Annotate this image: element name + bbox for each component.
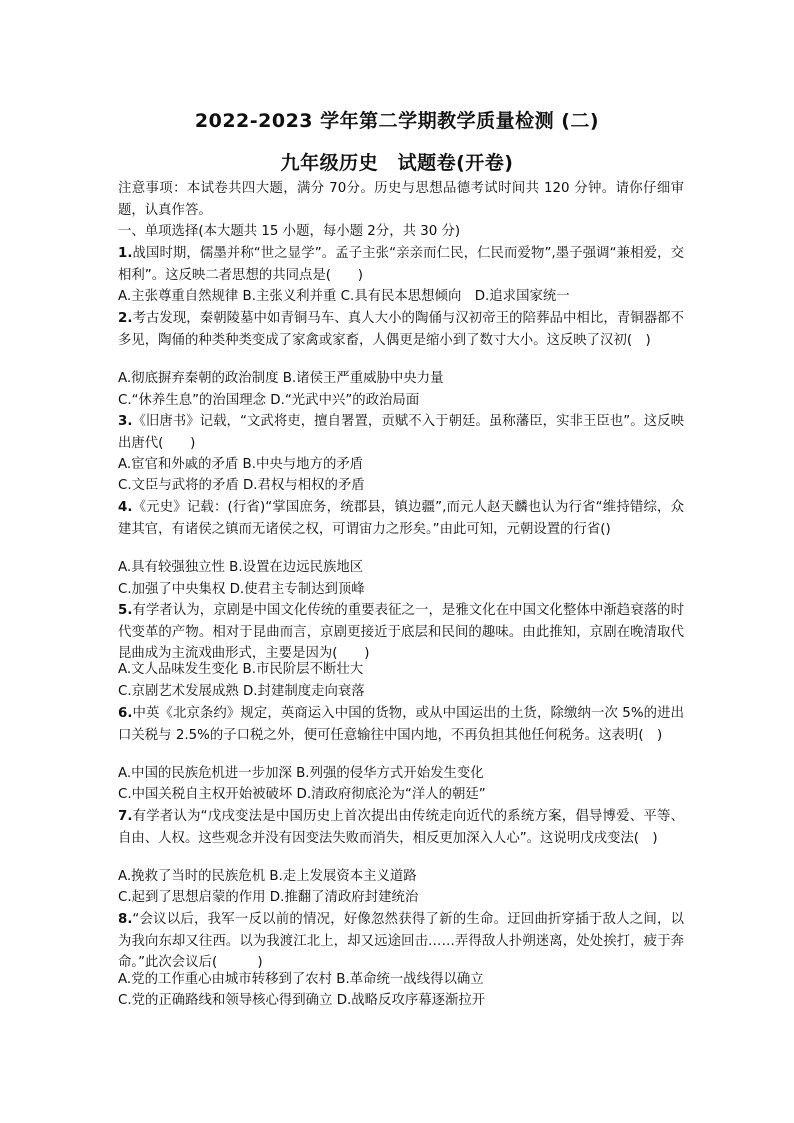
question-4-options-cd: C.加强了中央集权 D.使君主专制达到顶峰 — [118, 582, 365, 597]
question-number: 2. — [118, 311, 133, 326]
question-6-options-cd: C.中国关税自主权开始被破坏 D.清政府彻底沦为“洋人的朝廷” — [118, 787, 486, 802]
question-2 — [118, 308, 684, 351]
exam-subtitle: 九年级历史 试题卷(开卷) — [280, 152, 514, 174]
question-stem: 《旧唐书》记载，“文武将吏，擅自署置，贡赋不入于朝廷。虽称藩臣，实非王臣也”。这反映出唐代( ) — [118, 414, 684, 451]
question-number: 8. — [118, 912, 133, 927]
exam-title: 2022-2023 学年第二学期教学质量检测 (二) — [194, 110, 600, 132]
question-number: 1. — [118, 246, 133, 261]
question-4-options-ab: A.具有较强独立性 B.设置在边远民族地区 — [118, 560, 364, 575]
question-8-options-ab: A.党的工作重心由城市转移到了农村 B.革命统一战线得以确立 — [118, 972, 484, 987]
question-number: 7. — [118, 809, 133, 824]
question-7-options-cd: C.起到了思想启蒙的作用 D.推翻了清政府封建统治 — [118, 890, 419, 905]
question-stem: 有学者认为“戊戌变法是中国历史上首次提出由传统走向近代的系统方案，倡导博爱、平等、自由、人权。这些观念并没有因变法失败而消失，相反更加深入人心”。这说明戊戌变法( ) — [118, 809, 684, 846]
question-number: 3. — [118, 414, 133, 429]
question-stem: 战国时期，儒墨并称“世之显学”。孟子主张“亲亲而仁民，仁民而爱物”,墨子强调“兼相爱，交相利”。这反映二者思想的共同点是( ) — [118, 246, 684, 283]
question-7-options-ab: A.挽救了当时的民族危机 B.走上发展资本主义道路 — [118, 869, 417, 884]
question-2-options-ab: A.彻底摒弃秦朝的政治制度 B.诸侯王严重威胁中央力量 — [118, 371, 444, 386]
question-3-options-cd: C.文臣与武将的矛盾 D.君权与相权的矛盾 — [118, 478, 365, 493]
question-stem: 中英《北京条约》规定，英商运入中国的货物，或从中国运出的土货，除缴纳一次 5%的进出口关税与 2.5%的子口税之外，便可任意输往中国内地，不再负担其他任何税务。这表明( ) — [118, 706, 684, 743]
question-1 — [118, 243, 684, 286]
question-8-options-cd: C.党的正确路线和领导核心得到确立 D.战略反攻序幕逐渐拉开 — [118, 993, 486, 1008]
question-8 — [118, 909, 684, 974]
question-3-options-ab: A.宦官和外戚的矛盾 B.中央与地方的矛盾 — [118, 457, 364, 472]
section-title: 一、单项选择(本大题共 15 小题，每小题 2分，共 30 分) — [118, 224, 461, 239]
question-3 — [118, 411, 684, 454]
question-2-options-cd: C.“休养生息”的治国理念 D.“光武中兴”的政治局面 — [118, 393, 420, 408]
question-1-options: A.主张尊重自然规律 B.主张义利并重 C.具有民本思想倾向 D.追求国家统一 — [118, 289, 570, 304]
question-number: 5. — [118, 603, 133, 618]
question-5 — [118, 600, 684, 665]
question-7 — [118, 806, 684, 849]
question-6 — [118, 703, 684, 746]
question-number: 4. — [118, 500, 133, 515]
question-6-options-ab: A.中国的民族危机进一步加深 B.列强的侵华方式开始发生变化 — [118, 766, 484, 781]
question-stem: 有学者认为，京剧是中国文化传统的重要表征之一，是雅文化在中国文化整体中渐趋衰落的时代变革的产物。相对于昆曲而言，京剧更接近于底层和民间的趣味。由此推知，京剧在晚清取代昆曲成为主流戏曲形式，主要是因为( ) — [118, 603, 684, 662]
exam-notice: 注意事项：本试卷共四大题，满分 70分。历史与思想品德考试时间共 120 分钟。请你仔细审题，认真作答。 — [118, 181, 684, 218]
question-number: 6. — [118, 706, 133, 721]
question-5-options-ab: A.文人品味发生变化 B.市民阶层不断壮大 — [118, 662, 364, 677]
question-5-options-cd: C.京剧艺术发展成熟 D.封建制度走向衰落 — [118, 684, 365, 699]
question-4 — [118, 497, 684, 540]
question-stem: “会议以后，我军一反以前的情况，好像忽然获得了新的生命。迂回曲折穿插于敌人之间，以为我向东却又往西。以为我渡江北上，却又远途回击……弄得敌人扑朔迷离，处处挨打，疲于奔命。”此次会议后( ) — [118, 912, 684, 971]
question-stem: 《元史》记载：(行省)“掌国庶务，统郡县，镇边疆”,而元人赵天麟也认为行省“维持错综，众建其官，有诸侯之镇而无诸侯之权，可谓宙力之形矣。”由此可知，元朝设置的行省() — [118, 500, 684, 537]
question-stem: 考古发现，秦朝陵墓中如青铜马车、真人大小的陶俑与汉初帝王的陪葬品中相比，青铜器都不多见，陶俑的种类种类变成了家禽或家畜，人偶更是缩小到了数寸大小。这反映了汉初( ) — [118, 311, 684, 348]
